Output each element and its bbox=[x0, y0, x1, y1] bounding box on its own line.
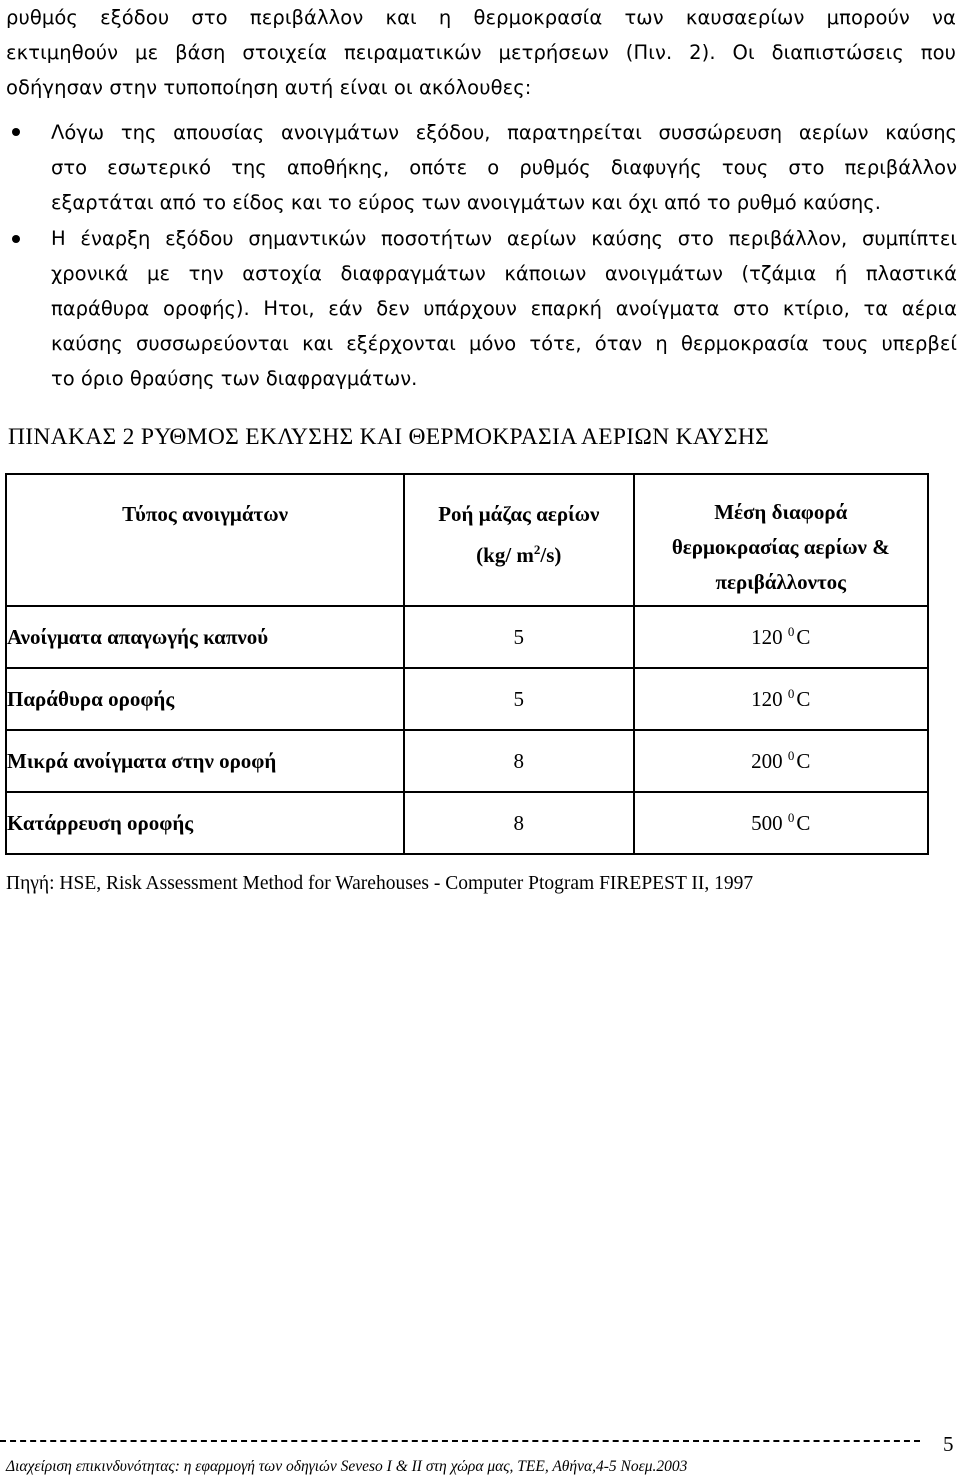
degree-sup: 0 bbox=[787, 810, 795, 825]
row-temp-value: 500 bbox=[751, 811, 783, 835]
header-flow-unit-suffix: /s) bbox=[540, 543, 562, 567]
bullet-item-1 bbox=[51, 115, 957, 220]
table-row bbox=[6, 668, 928, 730]
intro-line-2: εκτιμηθούν με βάση στοιχεία πειραματικών μετρήσεων (Πιν. 2). Οι διαπιστώσεις που bbox=[6, 41, 956, 64]
degree-sup: 0 bbox=[787, 624, 795, 639]
bullet-item-2 bbox=[51, 221, 957, 396]
bullet-2-line-3: παράθυρα οροφής). Ητοι, εάν δεν υπάρχουν επαρκή ανοίγματα στο κτίριο, τα αέρια bbox=[51, 297, 957, 320]
table-source: Πηγή: HSE, Risk Assessment Method for Warehouses - Computer Ptogram FIREPEST II, 1997 bbox=[6, 873, 754, 894]
row-temp bbox=[634, 606, 928, 668]
intro-paragraph bbox=[6, 0, 956, 105]
header-temp-label bbox=[635, 475, 927, 600]
row-temp-value: 120 bbox=[751, 625, 783, 649]
degree-unit: C bbox=[796, 625, 811, 649]
header-flow-unit bbox=[405, 532, 632, 573]
intro-line-1: ρυθμός εξόδου στο περιβάλλον και η θερμοκρασία των καυσαερίων μπορούν να bbox=[6, 6, 956, 29]
row-label: Μικρά ανοίγματα στην οροφή bbox=[6, 730, 404, 792]
footer-divider bbox=[0, 1440, 920, 1442]
footer-citation: Διαχείριση επικινδυνότητας: η εφαρμογή των οδηγιών Seveso I & II στη χώρα μας, ΤΕΕ, Αθήνα,4-5 Νοεμ.2003 bbox=[6, 1458, 688, 1475]
row-flow: 8 bbox=[404, 730, 633, 792]
row-flow: 5 bbox=[404, 606, 633, 668]
table-header-temp bbox=[634, 474, 928, 606]
header-temp-line-1: Μέση διαφορά bbox=[714, 500, 848, 524]
table-row bbox=[6, 606, 928, 668]
degree-unit: C bbox=[796, 687, 811, 711]
header-flow-unit-sup: 2 bbox=[533, 542, 541, 557]
bullet-2-line-5: το όριο θραύσης των διαφραγμάτων. bbox=[51, 367, 418, 390]
row-temp bbox=[634, 792, 928, 854]
header-temp-line-3: περιβάλλοντος bbox=[715, 570, 847, 594]
degree-sup: 0 bbox=[787, 686, 795, 701]
table-title: ΠΙΝΑΚΑΣ 2 ΡΥΘΜΟΣ ΕΚΛΥΣΗΣ ΚΑΙ ΘΕΡΜΟΚΡΑΣΙΑ ΑΕΡΙΩΝ ΚΑΥΣΗΣ bbox=[8, 424, 770, 450]
bullet-2-line-1: Η έναρξη εξόδου σημαντικών ποσοτήτων αερίων καύσης στο περιβάλλον, συμπίπτει bbox=[51, 227, 957, 250]
bullet-2-line-2: χρονικά με την αστοχία διαφραγμάτων κάποιων ανοιγμάτων (τζάμια ή πλαστικά bbox=[51, 262, 957, 285]
header-flow-label bbox=[405, 475, 632, 573]
bullet-1-line-1: Λόγω της απουσίας ανοιγμάτων εξόδου, παρατηρείται συσσώρευση αερίων καύσης bbox=[51, 121, 957, 144]
bullet-1-line-2: στο εσωτερικό της αποθήκης, οπότε ο ρυθμός διαφυγής τους στο περιβάλλον bbox=[51, 156, 957, 179]
row-flow: 5 bbox=[404, 668, 633, 730]
row-flow: 8 bbox=[404, 792, 633, 854]
table-row bbox=[6, 730, 928, 792]
header-flow-unit-prefix: (kg/ m bbox=[476, 543, 534, 567]
table-header-row bbox=[6, 474, 928, 606]
header-type-label: Τύπος ανοιγμάτων bbox=[122, 502, 288, 526]
header-flow-line-1: Ροή μάζας αερίων bbox=[438, 502, 600, 526]
bullet-2-line-4: καύσης συσσωρεύονται και εξέρχονται μόνο τότε, όταν η θερμοκρασία τους υπερβεί bbox=[51, 332, 957, 355]
row-label: Κατάρρευση οροφής bbox=[6, 792, 404, 854]
table-row bbox=[6, 792, 928, 854]
row-temp bbox=[634, 730, 928, 792]
degree-unit: C bbox=[796, 749, 811, 773]
intro-line-3: οδήγησαν στην τυποποίηση αυτή είναι οι ακόλουθες: bbox=[6, 76, 532, 99]
bullet-marker bbox=[12, 128, 20, 136]
table-header-flow bbox=[404, 474, 633, 606]
table-header-type bbox=[6, 474, 404, 606]
bullet-marker bbox=[12, 235, 20, 243]
data-table bbox=[5, 473, 929, 855]
bullet-1-line-3: εξαρτάται από το είδος και το εύρος των ανοιγμάτων και όχι από το ρυθμό καύσης. bbox=[51, 191, 881, 214]
row-temp-value: 120 bbox=[751, 687, 783, 711]
row-temp-value: 200 bbox=[751, 749, 783, 773]
row-label: Ανοίγματα απαγωγής καπνού bbox=[6, 606, 404, 668]
header-temp-line-2: θερμοκρασίας αερίων & bbox=[671, 535, 890, 559]
page-number: 5 bbox=[943, 1432, 954, 1456]
row-temp bbox=[634, 668, 928, 730]
degree-sup: 0 bbox=[787, 748, 795, 763]
row-label: Παράθυρα οροφής bbox=[6, 668, 404, 730]
degree-unit: C bbox=[796, 811, 811, 835]
